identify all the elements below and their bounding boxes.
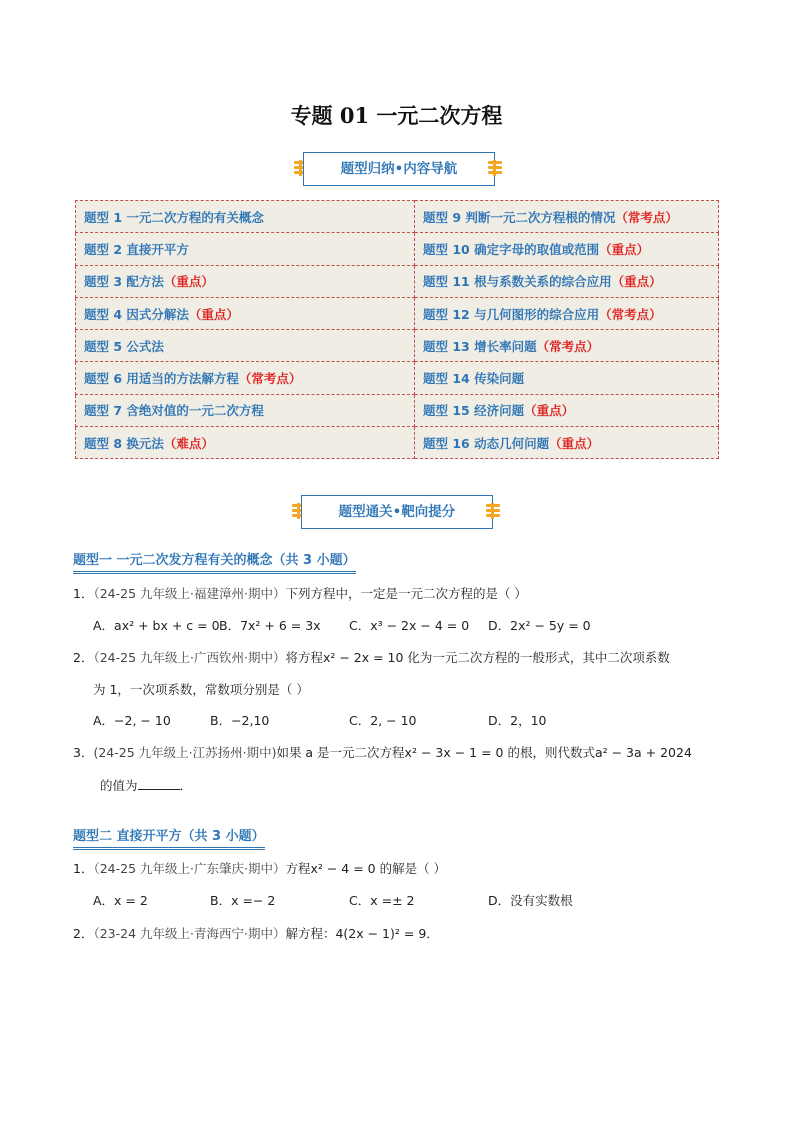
nav-item-left-8[interactable] [76,427,415,459]
question-text: 如果 a 是一元二次方程x² − 3x − 1 = 0 的根，则代数式a² − 3a + 2024 [276,745,692,760]
nav-item-label: 题型 16 动态几何问题 [423,435,550,451]
nav-item-right-1[interactable] [415,201,719,233]
nav-item-label: 题型 5 公式法 [84,338,164,354]
nav-item-tag: （常考点） [599,306,662,322]
nav-item-label: 题型 10 确定字母的取值或范围 [423,241,600,257]
nav-item-left-4[interactable] [76,297,415,329]
nav-item-label: 题型 8 换元法 [84,435,164,451]
nav-item-label: 题型 6 用适当的方法解方程 [84,371,239,387]
banner-right-decoration-icon [486,503,500,519]
question-number: 2． [73,650,94,665]
option-c: C．x =± 2 [349,893,415,908]
question-2-2 [73,925,439,943]
nav-row [76,362,719,394]
question-1-2-cont: 为 1，一次项系数，常数项分别是（ ） [93,682,309,697]
nav-item-label: 题型 2 直接开平方 [84,241,189,257]
nav-row [76,233,719,265]
nav-item-tag: （常考点） [615,209,678,225]
question-number: 3． [73,745,94,760]
nav-item-tag: （难点） [163,435,214,451]
nav-row [76,427,719,459]
practice-banner-label: 题型通关•靶向提分 [301,495,493,529]
nav-banner [292,152,504,186]
question-number: 1． [73,861,94,876]
option-d: D．2x² − 5y = 0 [488,618,591,633]
option-a: A．x = 2 [93,893,148,908]
question-source: （24-25 九年级上·广西钦州·期中） [93,650,286,665]
nav-item-label: 题型 13 增长率问题 [423,338,537,354]
question-number: 1． [73,586,94,601]
question-source: （24-25 九年级上·福建漳州·期中） [93,586,286,601]
nav-item-left-7[interactable] [76,394,415,426]
nav-item-label: 题型 11 根与系数关系的综合应用 [423,274,612,290]
option-b: B．7x² + 6 = 3x [219,618,321,633]
nav-item-label: 题型 4 因式分解法 [84,306,189,322]
nav-item-right-2[interactable] [415,233,719,265]
page-title: 专题 01 一元二次方程 [290,103,503,128]
option-c: C．2, − 10 [349,713,417,728]
nav-item-label: 题型 7 含绝对值的一元二次方程 [84,403,264,419]
nav-item-tag: （重点） [163,274,214,290]
nav-item-label: 题型 1 一元二次方程的有关概念 [84,209,264,225]
nav-row [76,394,719,426]
practice-banner [290,495,502,529]
nav-item-tag: （重点） [611,274,662,290]
option-a: A．ax² + bx + c = 0 [93,618,220,633]
nav-item-left-2[interactable] [76,233,415,265]
question-1-3-cont [100,776,192,795]
option-a: A．−2, − 10 [93,713,171,728]
nav-item-right-7[interactable] [415,394,719,426]
nav-item-left-6[interactable] [76,362,415,394]
answer-blank[interactable] [138,776,180,790]
nav-item-label: 题型 3 配方法 [84,274,164,290]
option-c: C．x³ − 2x − 4 = 0 [349,618,470,633]
nav-item-right-3[interactable] [415,265,719,297]
nav-item-left-1[interactable] [76,201,415,233]
nav-item-left-5[interactable] [76,330,415,362]
question-text: 的值为 [100,778,138,793]
question-2-1 [73,860,446,878]
nav-item-label: 题型 14 传染问题 [423,371,525,387]
section-heading-1: 题型一 一元二次发方程有关的概念（共 3 小题） [73,552,356,574]
question-text: ． [179,778,193,793]
nav-banner-label: 题型归纳•内容导航 [303,152,495,186]
question-text: 下列方程中，一定是一元二次方程的是（ ） [285,586,527,601]
question-source: (24-25 九年级上·江苏扬州·期中) [93,745,277,760]
nav-item-left-3[interactable] [76,265,415,297]
question-text: 方程x² − 4 = 0 的解是（ ） [285,861,447,876]
nav-row [76,330,719,362]
option-d: D．2，10 [488,713,547,728]
nav-item-tag: （重点） [599,241,650,257]
nav-item-label: 题型 9 判断一元二次方程根的情况 [423,209,616,225]
nav-item-tag: （常考点） [536,338,600,354]
banner-right-decoration-icon [488,160,502,176]
nav-item-label: 题型 12 与几何图形的综合应用 [423,306,600,322]
option-b: B．−2,10 [210,713,270,728]
nav-item-right-5[interactable] [415,330,719,362]
question-text: 将方程x² − 2x = 10 化为一元二次方程的一般形式，其中二次项系数 [285,650,670,665]
nav-item-right-8[interactable] [415,427,719,459]
question-1-1 [73,585,527,603]
question-number: 2． [73,926,94,941]
nav-row [76,297,719,329]
section-heading-2: 题型二 直接开平方（共 3 小题） [73,828,265,850]
question-1-3 [73,744,692,762]
nav-item-tag: （重点） [524,403,575,419]
nav-item-tag: （常考点） [238,371,302,387]
nav-row [76,265,719,297]
nav-item-label: 题型 15 经济问题 [423,403,525,419]
nav-item-tag: （重点） [188,306,239,322]
option-b: B．x =− 2 [210,893,276,908]
question-source: （23-24 九年级上·青海西宁·期中） [93,926,286,941]
nav-item-right-6[interactable] [415,362,719,394]
question-text: 解方程：4(2x − 1)² = 9． [285,926,439,941]
question-source: （24-25 九年级上·广东肇庆·期中） [93,861,286,876]
topic-navigation-table [75,200,719,459]
nav-item-tag: （重点） [549,435,600,451]
question-1-2 [73,649,670,667]
option-d: D．没有实数根 [488,893,573,908]
nav-row [76,201,719,233]
nav-item-right-4[interactable] [415,297,719,329]
